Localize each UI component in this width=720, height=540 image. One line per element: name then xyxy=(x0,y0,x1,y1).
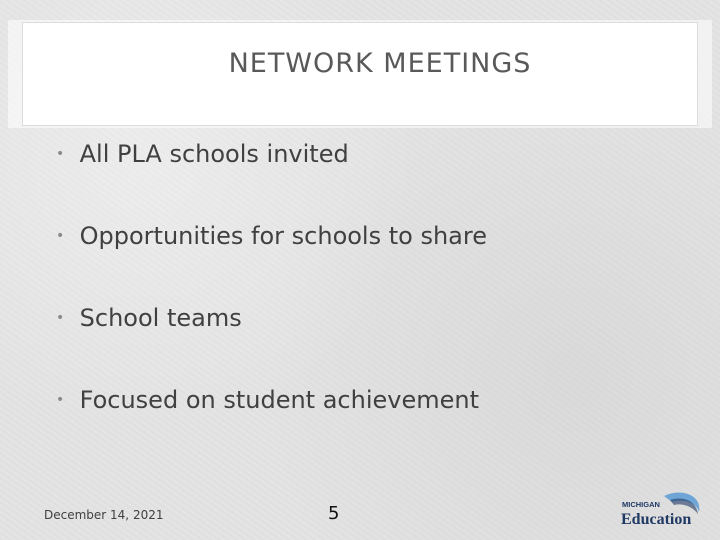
bullet-dot-icon: • xyxy=(56,228,65,244)
logo-line1: MICHIGAN xyxy=(622,500,660,509)
slide-title: NETWORK MEETINGS xyxy=(228,48,532,79)
bullet-text: Focused on student achievement xyxy=(79,386,479,414)
michigan-education-logo xyxy=(620,490,702,528)
bullet-list xyxy=(56,140,487,468)
bullet-text: Opportunities for schools to share xyxy=(79,222,487,250)
bullet-item xyxy=(56,140,487,222)
bullet-item xyxy=(56,222,487,304)
logo-line2: Education xyxy=(621,511,692,528)
bullet-text: All PLA schools invited xyxy=(79,140,349,168)
footer-date: December 14, 2021 xyxy=(44,508,164,522)
bullet-item xyxy=(56,304,487,386)
bullet-item xyxy=(56,386,487,468)
page-number: 5 xyxy=(328,503,340,524)
bullet-dot-icon: • xyxy=(56,392,65,408)
bullet-text: School teams xyxy=(79,304,242,332)
bullet-dot-icon: • xyxy=(56,146,65,162)
bullet-dot-icon: • xyxy=(56,310,65,326)
